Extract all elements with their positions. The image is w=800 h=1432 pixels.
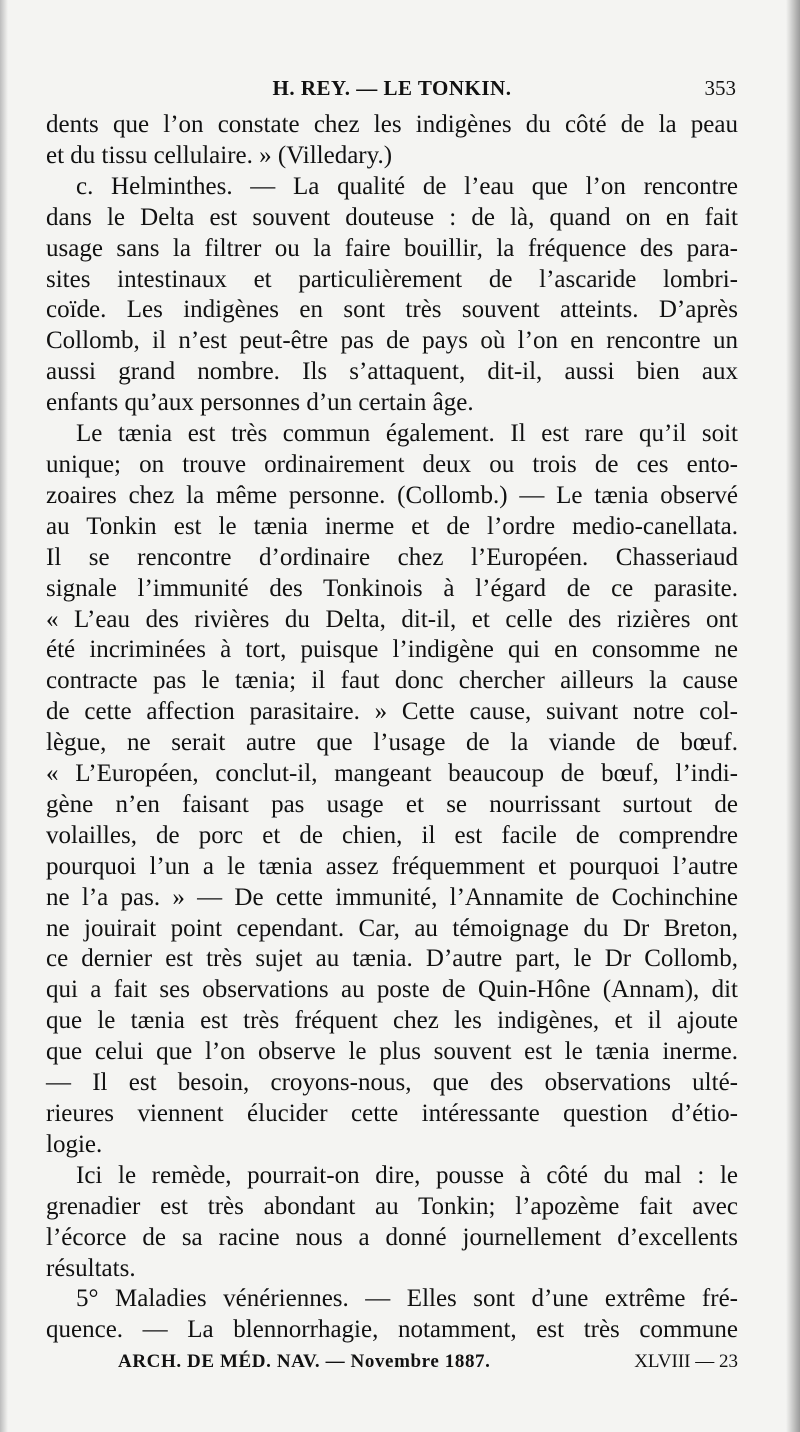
text-line: logie. [46,1130,103,1158]
text-line: unique; on trouve ordinairement deux ou trois de ces ento- [46,450,738,478]
text-line: été incriminées à tort, puisque l’indigène qui en consomme ne [46,636,738,664]
text-line: zoaires chez la même personne. (Collomb.) — Le tænia observé [46,481,738,509]
text-line: l’écorce de sa racine nous a donné journellement d’excellents [46,1223,738,1251]
text-line: rieures viennent élucider cette intéressante question d’étio- [46,1100,738,1127]
text-line: — Il est besoin, croyons-nous, que des observations ulté- [46,1069,738,1097]
text-line: résultats. [46,1254,136,1282]
text-line: coïde. Les indigènes en sont très souvent atteints. D’après [46,296,738,324]
text-line: que celui que l’on observe le plus souvent est le tænia inerme. [46,1038,738,1066]
body-text [46,110,738,1346]
text-line: Ici le remède, pourrait-on dire, pousse à côté du mal : le [76,1161,738,1189]
text-line: dents que l’on constate chez les indigènes du côté de la peau [46,111,738,138]
sheet-signature: XLVIII — 23 [634,1351,738,1372]
page-header [48,76,736,106]
text-line: au Tonkin est le tænia inerme et de l’ordre medio-canellata. [46,512,738,540]
running-title: H. REY. — LE TONKIN. [272,76,512,100]
text-line: ne jouirait point cependant. Car, au témoignage du Dr Breton, [46,914,738,942]
text-line: Il se rencontre d’ordinaire chez l’Européen. Chasseriaud [46,543,738,571]
page-footer [118,1351,738,1377]
text-line: ne l’a pas. » — De cette immunité, l’Annamite de Cochinchine [46,883,738,911]
text-line: enfants qu’aux personnes d’un certain âge. [46,389,474,417]
text-line: grenadier est très abondant au Tonkin; l’apozème fait avec [46,1192,738,1220]
journal-signature: ARCH. DE MÉD. NAV. — Novembre 1887. [118,1351,491,1372]
text-line: de cette affection parasitaire. » Cette cause, suivant notre col- [46,698,738,726]
text-line: contracte pas le tænia; il faut donc chercher ailleurs la cause [46,667,738,695]
text-line: volailles, de porc et de chien, il est facile de comprendre [46,821,738,849]
text-line: ce dernier est très sujet au tænia. D’autre part, le Dr Collomb, [46,945,738,973]
text-line: gène n’en faisant pas usage et se nourrissant surtout de [46,790,738,818]
text-line: aussi grand nombre. Ils s’attaquent, dit-il, aussi bien aux [46,358,738,386]
text-line: usage sans la filtrer ou la faire bouillir, la fréquence des para- [46,234,738,262]
text-line: et du tissu cellulaire. » (Villedary.) [46,141,393,169]
text-line: dans le Delta est souvent douteuse : de là, quand on en fait [46,203,738,231]
page-edge-shadow-left [0,0,8,1432]
text-line: qui a fait ses observations au poste de Quin-Hône (Annam), dit [46,976,738,1004]
text-line: « L’Européen, conclut-il, mangeant beaucoup de bœuf, l’indi- [46,760,738,788]
text-line: quence. — La blennorrhagie, notamment, est très commune [46,1316,738,1344]
text-line: lègue, ne serait autre que l’usage de la viande de bœuf. [46,729,738,757]
text-line: que le tænia est très fréquent chez les indigènes, et il ajoute [46,1007,738,1035]
text-line: Collomb, il n’est peut-être pas de pays où l’on en rencontre un [46,327,738,355]
text-line: c. Helminthes. — La qualité de l’eau que l’on rencontre [76,172,738,200]
text-line: Le tænia est très commun également. Il est rare qu’il soit [76,420,738,448]
text-line: 5° Maladies vénériennes. — Elles sont d’une extrême fré- [76,1285,738,1313]
text-line: signale l’immunité des Tonkinois à l’égard de ce parasite. [46,574,738,602]
page-number: 353 [704,76,736,100]
page-edge-shadow-right [786,0,800,1432]
text-line: « L’eau des rivières du Delta, dit-il, et celle des rizières ont [46,605,738,633]
text-line: pourquoi l’un a le tænia assez fréquemment et pourquoi l’autre [46,852,738,880]
text-line: sites intestinaux et particulièrement de l’ascaride lombri- [46,265,738,293]
